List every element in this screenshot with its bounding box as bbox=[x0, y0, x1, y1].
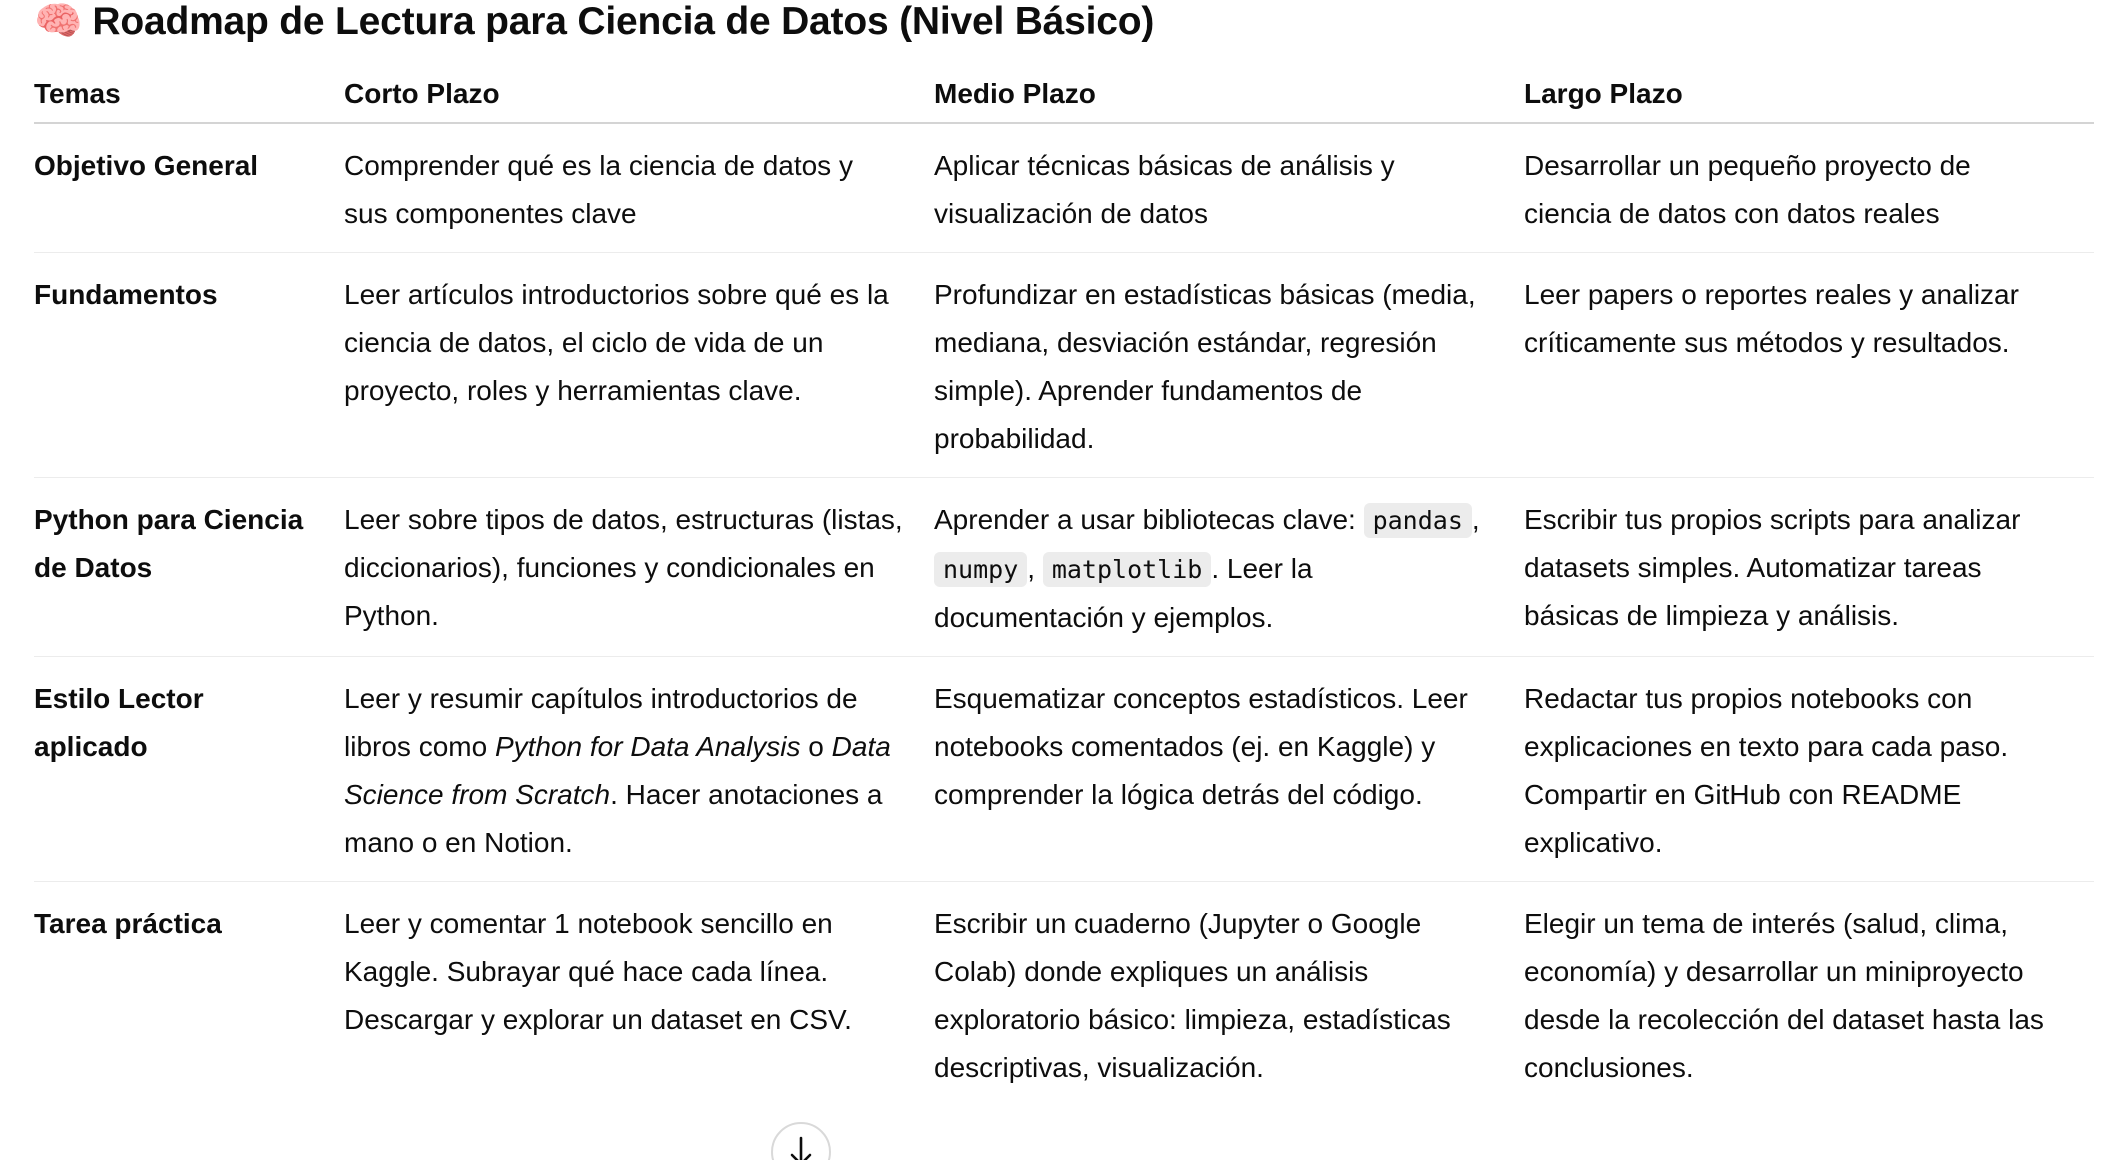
book-title: Python for Data Analysis bbox=[494, 731, 801, 762]
code-matplotlib: matplotlib bbox=[1043, 552, 1212, 587]
separator: , bbox=[1027, 553, 1036, 584]
row-theme: Tarea práctica bbox=[34, 908, 222, 939]
cell-long: Elegir un tema de interés (salud, clima, economía) y desarrollar un miniproyecto desde la recolección del dataset hasta las conclusiones. bbox=[1524, 908, 2044, 1083]
table-row bbox=[34, 253, 2094, 478]
page-title-text: Roadmap de Lectura para Ciencia de Datos (Nivel Básico) bbox=[92, 0, 1155, 43]
cell-short bbox=[344, 657, 934, 882]
code-numpy: numpy bbox=[934, 552, 1027, 587]
cell-medium-prefix: Aprender a usar bibliotecas clave: bbox=[934, 504, 1356, 535]
cell-medium: Profundizar en estadísticas básicas (media, mediana, desviación estándar, regresión simple). Aprender fundamentos de probabilidad. bbox=[934, 253, 1524, 478]
cell-long: Leer papers o reportes reales y analizar críticamente sus métodos y resultados. bbox=[1524, 253, 2094, 478]
cell-short-text: . Hacer anotaciones a mano o en Notion. bbox=[344, 779, 883, 858]
cell-short: Comprender qué es la ciencia de datos y sus componentes clave bbox=[344, 123, 934, 253]
cell-long: Desarrollar un pequeño proyecto de ciencia de datos con datos reales bbox=[1524, 123, 2094, 253]
table-row bbox=[34, 123, 2094, 253]
table-row bbox=[34, 478, 2094, 657]
table-header-row bbox=[34, 70, 2094, 123]
row-theme: Python para Ciencia de Datos bbox=[34, 478, 344, 657]
cell-medium bbox=[934, 478, 1524, 657]
arrow-down-icon bbox=[789, 1136, 813, 1160]
page-title bbox=[34, 0, 1154, 44]
cell-medium-suffix: . Leer la documentación y ejemplos. bbox=[934, 553, 1313, 633]
roadmap-table-wrapper bbox=[34, 70, 2094, 1106]
column-header-temas: Temas bbox=[34, 70, 344, 123]
book-title: Data Science from Scratch bbox=[344, 731, 891, 810]
cell-long: Redactar tus propios notebooks con explicaciones en texto para cada paso. Compartir en GitHub con README explicativo. bbox=[1524, 657, 2094, 882]
cell-short-text: Leer y resumir capítulos introductorios de libros como bbox=[344, 683, 858, 762]
table-row bbox=[34, 882, 2094, 1107]
cell-medium: Esquematizar conceptos estadísticos. Leer notebooks comentados (ej. en Kaggle) y comprender la lógica detrás del código. bbox=[934, 657, 1524, 882]
cell-medium: Aplicar técnicas básicas de análisis y visualización de datos bbox=[934, 123, 1524, 253]
cell-short: Leer y comentar 1 notebook sencillo en Kaggle. Subrayar qué hace cada línea. Descargar y explorar un dataset en CSV. bbox=[344, 908, 852, 1035]
separator: , bbox=[1471, 504, 1480, 535]
row-theme: Objetivo General bbox=[34, 123, 344, 253]
row-theme: Estilo Lector aplicado bbox=[34, 657, 344, 882]
row-theme: Fundamentos bbox=[34, 253, 344, 478]
brain-icon: 🧠 bbox=[34, 0, 83, 43]
cell-short: Leer artículos introductorios sobre qué es la ciencia de datos, el ciclo de vida de un proyecto, roles y herramientas clave. bbox=[344, 253, 934, 478]
table-row bbox=[34, 657, 2094, 882]
cell-long: Escribir tus propios scripts para analizar datasets simples. Automatizar tareas básicas de limpieza y análisis. bbox=[1524, 478, 2094, 657]
cell-medium: Escribir un cuaderno (Jupyter o Google Colab) donde expliques un análisis exploratorio básico: limpieza, estadísticas descriptivas, visualización. bbox=[934, 908, 1451, 1083]
scroll-down-button[interactable] bbox=[771, 1122, 831, 1160]
column-header-largo-plazo: Largo Plazo bbox=[1524, 70, 2094, 123]
cell-short: Leer sobre tipos de datos, estructuras (listas, diccionarios), funciones y condicionales en Python. bbox=[344, 478, 934, 657]
column-header-corto-plazo: Corto Plazo bbox=[344, 70, 934, 123]
roadmap-table bbox=[34, 70, 2094, 1106]
column-header-medio-plazo: Medio Plazo bbox=[934, 70, 1524, 123]
code-pandas: pandas bbox=[1364, 503, 1472, 538]
cell-short-text: o bbox=[808, 731, 824, 762]
